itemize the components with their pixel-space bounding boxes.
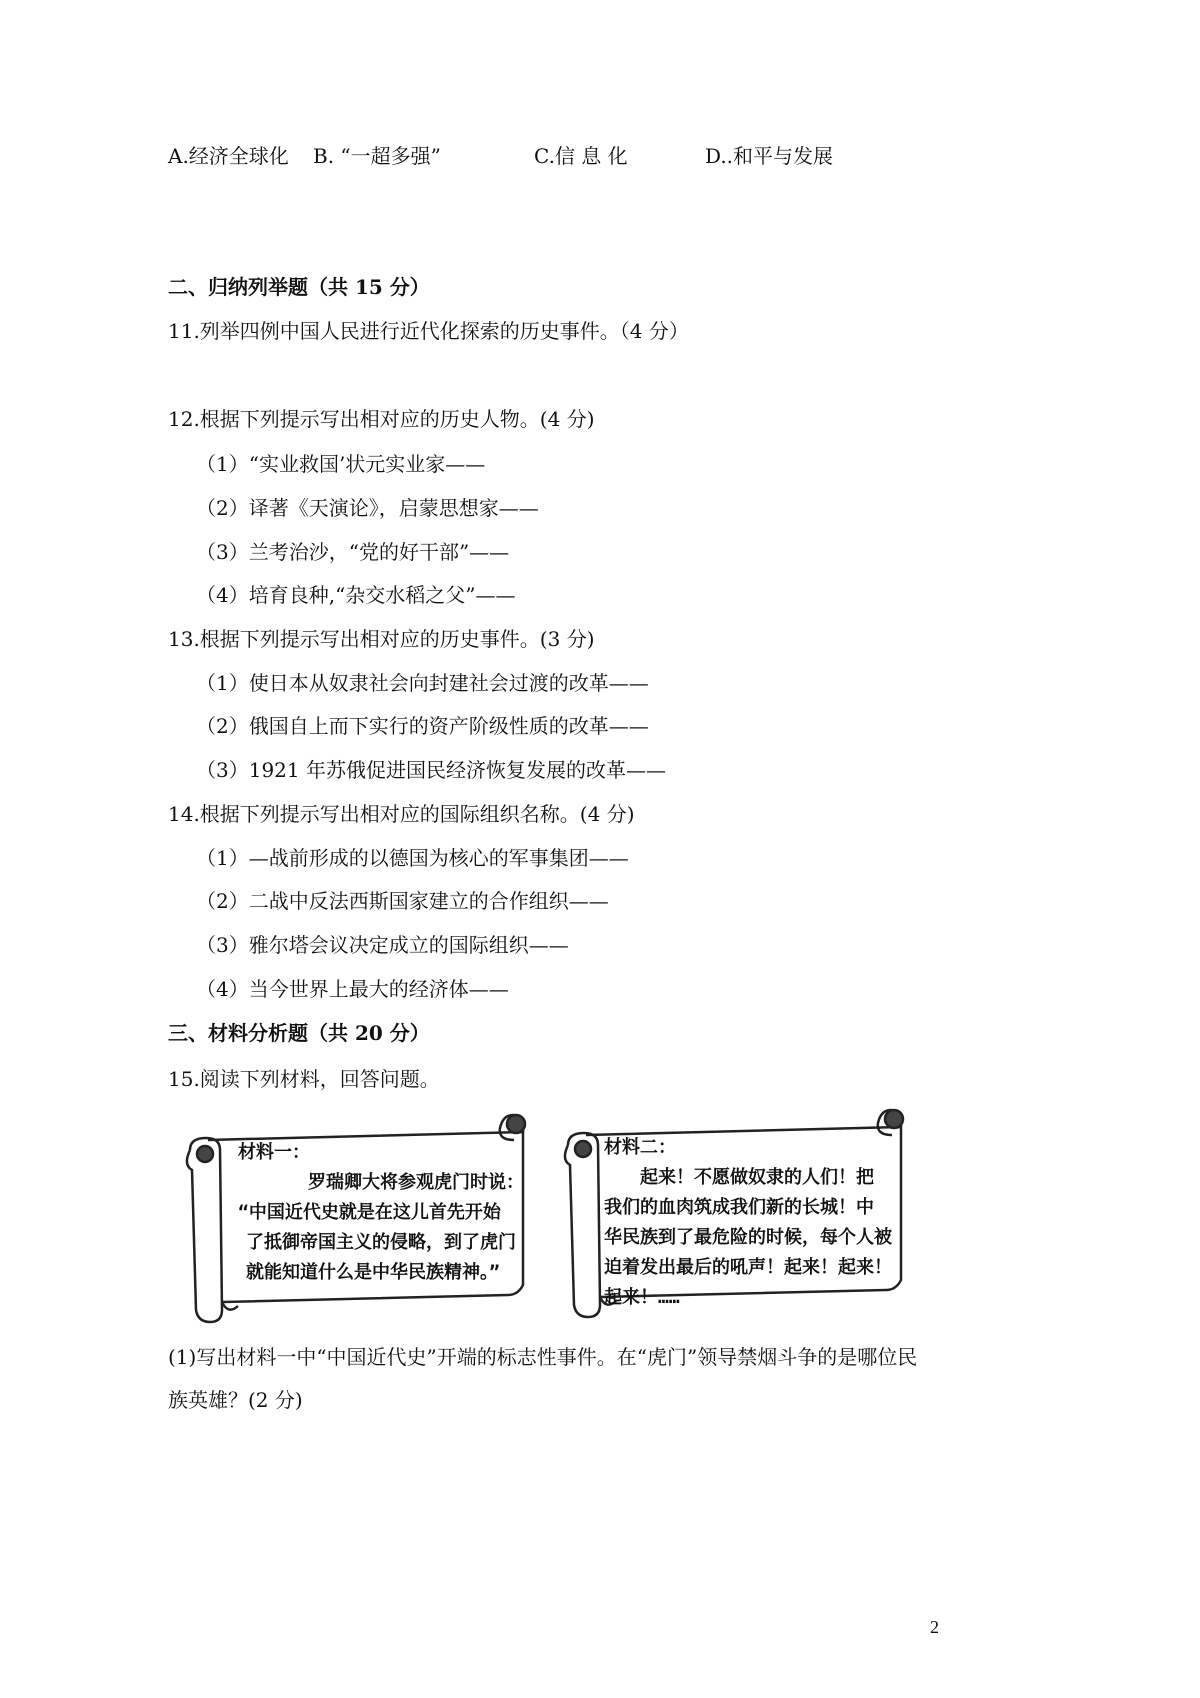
material1-scroll xyxy=(178,1110,550,1332)
q12-item: （4）培育良种,“杂交水稻之父”—— xyxy=(196,583,516,607)
material2-scroll xyxy=(556,1105,928,1327)
q10-option-c: C.信 息 化 xyxy=(534,144,628,168)
q12-stem: 12.根据下列提示写出相对应的历史人物。(4 分) xyxy=(168,407,595,431)
q14-stem: 14.根据下列提示写出相对应的国际组织名称。(4 分) xyxy=(168,802,635,826)
material2-line: 起来！…… xyxy=(604,1287,680,1308)
material2-line: 我们的血肉筑成我们新的长城！中 xyxy=(604,1197,874,1218)
q14-item: （3）雅尔塔会议决定成立的国际组织—— xyxy=(196,933,569,957)
q12-item: （3）兰考治沙，“党的好干部”—— xyxy=(196,540,510,564)
section3-title: 三、材料分析题（共 20 分） xyxy=(168,1021,430,1045)
material1-heading: 材料一： xyxy=(238,1142,310,1163)
q15-1-line2: 族英雄？(2 分) xyxy=(168,1388,303,1412)
q15-1-line1: (1)写出材料一中“中国近代史”开端的标志性事件。在“虎门”领导禁烟斗争的是哪位民 xyxy=(168,1345,918,1369)
q14-item: （2）二战中反法西斯国家建立的合作组织—— xyxy=(196,889,609,913)
q10-option-a: A.经济全球化 xyxy=(168,144,289,168)
q13-item: （3）1921 年苏俄促进国民经济恢复发展的改革—— xyxy=(196,758,666,782)
q11-text: 11.列举四例中国人民进行近代化探索的历史事件。（4 分） xyxy=(168,319,689,343)
q10-option-b: B. “一超多强” xyxy=(313,144,441,168)
section2-title: 二、归纳列举题（共 15 分） xyxy=(168,275,430,299)
q14-item: （4）当今世界上最大的经济体—— xyxy=(196,977,509,1001)
material1-line: “中国近代史就是在这儿首先开始 xyxy=(238,1202,501,1223)
q13-item: （1）使日本从奴隶社会向封建社会过渡的改革—— xyxy=(196,671,649,695)
material2-line: 起来！不愿做奴隶的人们！把 xyxy=(640,1167,874,1188)
q12-item: （2）译著《天演论》，启蒙思想家—— xyxy=(196,496,539,520)
q14-item: （1）—战前形成的以德国为核心的军事集团—— xyxy=(196,846,629,870)
material1-line: 就能知道什么是中华民族精神。” xyxy=(246,1262,500,1283)
page-number: 2 xyxy=(930,1617,939,1637)
q13-item: （2）俄国自上而下实行的资产阶级性质的改革—— xyxy=(196,714,649,738)
q10-option-d: D..和平与发展 xyxy=(705,144,834,168)
material1-line: 了抵御帝国主义的侵略，到了虎门 xyxy=(246,1232,516,1253)
material2-line: 迫着发出最后的吼声！起来！起来！ xyxy=(604,1257,892,1278)
q13-stem: 13.根据下列提示写出相对应的历史事件。(3 分) xyxy=(168,627,595,651)
material2-line: 华民族到了最危险的时候，每个人被 xyxy=(604,1227,892,1248)
material1-line: 罗瑞卿大将参观虎门时说： xyxy=(308,1172,524,1193)
q12-item: （1）“实业救国’状元实业家—— xyxy=(196,452,486,476)
material2-heading: 材料二： xyxy=(604,1137,676,1158)
q15-stem: 15.阅读下列材料，回答问题。 xyxy=(168,1067,440,1091)
